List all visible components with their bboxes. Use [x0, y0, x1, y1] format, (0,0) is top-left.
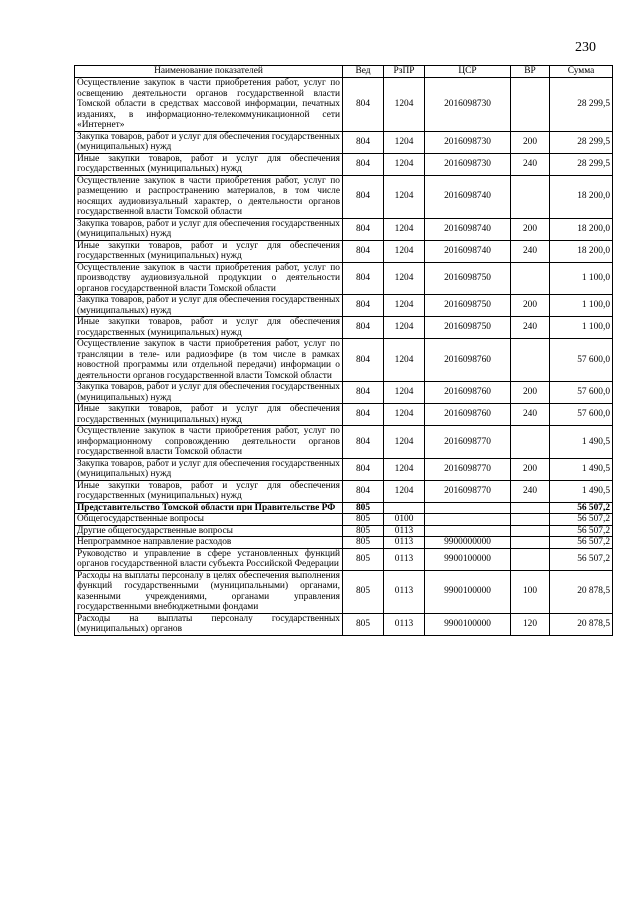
header-vr: ВР	[511, 66, 550, 78]
cell-name: Другие общегосударственные вопросы	[75, 525, 343, 537]
cell-csr: 2016098750	[425, 262, 511, 295]
cell-vr: 200	[511, 382, 550, 404]
cell-sum: 56 507,2	[550, 537, 613, 549]
table-row	[75, 404, 613, 426]
cell-csr: 2016098750	[425, 295, 511, 317]
cell-csr: 2016098730	[425, 78, 511, 132]
cell-vr: 200	[511, 218, 550, 240]
cell-sum: 28 299,5	[550, 78, 613, 132]
cell-name: Осуществление закупок в части приобретения работ, услуг по информационному сопровождению деятельности органов государственной власти Томской области	[75, 426, 343, 459]
cell-vr	[511, 548, 550, 570]
cell-csr: 2016098740	[425, 175, 511, 218]
cell-name: Иные закупки товаров, работ и услуг для обеспечения государственных (муниципальных) нужд	[75, 240, 343, 262]
cell-vr	[511, 78, 550, 132]
table-row	[75, 240, 613, 262]
cell-rzpr: 1204	[384, 131, 425, 153]
cell-name: Иные закупки товаров, работ и услуг для обеспечения государственных (муниципальных) нужд	[75, 480, 343, 502]
cell-rzpr: 0113	[384, 613, 425, 635]
cell-vr: 200	[511, 131, 550, 153]
cell-name: Осуществление закупок в части приобретения работ, услуг по размещению и распространению материалов, в том числе носящих аудиовизуальный характер, о деятельности органов государственной власти Томской области	[75, 175, 343, 218]
header-sum: Сумма	[550, 66, 613, 78]
cell-sum: 56 507,2	[550, 548, 613, 570]
cell-sum: 56 507,2	[550, 514, 613, 526]
cell-csr: 2016098770	[425, 426, 511, 459]
cell-ved: 804	[343, 218, 384, 240]
cell-name: Закупка товаров, работ и услуг для обеспечения государственных (муниципальных) нужд	[75, 218, 343, 240]
cell-csr: 2016098770	[425, 458, 511, 480]
table-row	[75, 317, 613, 339]
cell-vr: 240	[511, 404, 550, 426]
table-row	[75, 262, 613, 295]
cell-sum: 56 507,2	[550, 502, 613, 514]
cell-ved: 804	[343, 240, 384, 262]
table-row	[75, 502, 613, 514]
cell-sum: 1 100,0	[550, 295, 613, 317]
cell-vr	[511, 339, 550, 382]
cell-vr: 120	[511, 613, 550, 635]
cell-sum: 20 878,5	[550, 570, 613, 613]
cell-ved: 804	[343, 339, 384, 382]
table-row	[75, 537, 613, 549]
cell-sum: 57 600,0	[550, 382, 613, 404]
table-row	[75, 525, 613, 537]
cell-vr: 100	[511, 570, 550, 613]
cell-vr	[511, 502, 550, 514]
cell-vr	[511, 525, 550, 537]
cell-csr: 9900100000	[425, 548, 511, 570]
cell-sum: 1 490,5	[550, 426, 613, 459]
cell-vr: 240	[511, 317, 550, 339]
header-rzpr: РзПР	[384, 66, 425, 78]
cell-name: Руководство и управление в сфере установленных функций органов государственной власти субъекта Российской Федерации	[75, 548, 343, 570]
cell-vr: 240	[511, 240, 550, 262]
cell-rzpr: 1204	[384, 426, 425, 459]
cell-name: Иные закупки товаров, работ и услуг для обеспечения государственных (муниципальных) нужд	[75, 153, 343, 175]
cell-vr: 200	[511, 458, 550, 480]
table-row	[75, 480, 613, 502]
cell-rzpr: 0113	[384, 537, 425, 549]
cell-rzpr: 1204	[384, 404, 425, 426]
table-row	[75, 548, 613, 570]
cell-ved: 805	[343, 613, 384, 635]
cell-sum: 1 490,5	[550, 480, 613, 502]
cell-vr	[511, 426, 550, 459]
table-row	[75, 613, 613, 635]
cell-rzpr: 1204	[384, 480, 425, 502]
cell-ved: 804	[343, 458, 384, 480]
cell-rzpr: 0100	[384, 514, 425, 526]
cell-name: Осуществление закупок в части приобретения работ, услуг по производству аудиовизуальной продукции о деятельности органов государственной власти Томской области	[75, 262, 343, 295]
cell-sum: 57 600,0	[550, 404, 613, 426]
cell-rzpr: 0113	[384, 548, 425, 570]
cell-ved: 804	[343, 480, 384, 502]
cell-csr: 2016098730	[425, 131, 511, 153]
cell-sum: 28 299,5	[550, 153, 613, 175]
cell-vr: 240	[511, 480, 550, 502]
cell-name: Осуществление закупок в части приобретения работ, услуг по освещению деятельности органов государственной власти Томской области в средствах массовой информации, печатных изданиях, в информационно-телекоммуникационной сети «Интернет»	[75, 78, 343, 132]
cell-ved: 805	[343, 514, 384, 526]
cell-ved: 804	[343, 78, 384, 132]
table-row	[75, 570, 613, 613]
cell-rzpr: 1204	[384, 175, 425, 218]
cell-csr: 2016098740	[425, 240, 511, 262]
cell-sum: 28 299,5	[550, 131, 613, 153]
cell-rzpr: 1204	[384, 78, 425, 132]
budget-table	[74, 65, 613, 636]
cell-ved: 805	[343, 502, 384, 514]
cell-name: Непрограммное направление расходов	[75, 537, 343, 549]
table-row	[75, 426, 613, 459]
cell-rzpr: 1204	[384, 339, 425, 382]
cell-csr: 9900000000	[425, 537, 511, 549]
cell-csr: 9900100000	[425, 613, 511, 635]
cell-ved: 804	[343, 382, 384, 404]
cell-csr: 2016098740	[425, 218, 511, 240]
cell-sum: 18 200,0	[550, 218, 613, 240]
cell-ved: 804	[343, 153, 384, 175]
cell-rzpr	[384, 502, 425, 514]
cell-rzpr: 0113	[384, 525, 425, 537]
cell-csr	[425, 502, 511, 514]
cell-vr: 240	[511, 153, 550, 175]
table-row	[75, 458, 613, 480]
cell-ved: 804	[343, 175, 384, 218]
cell-name: Представительство Томской области при Правительстве РФ	[75, 502, 343, 514]
cell-vr	[511, 514, 550, 526]
cell-ved: 805	[343, 548, 384, 570]
header-ved: Вед	[343, 66, 384, 78]
cell-csr: 2016098730	[425, 153, 511, 175]
cell-vr	[511, 175, 550, 218]
header-name: Наименование показателей	[75, 66, 343, 78]
cell-rzpr: 1204	[384, 295, 425, 317]
cell-rzpr: 1204	[384, 458, 425, 480]
cell-name: Расходы на выплаты персоналу государственных (муниципальных) органов	[75, 613, 343, 635]
cell-vr	[511, 262, 550, 295]
table-row	[75, 175, 613, 218]
cell-ved: 804	[343, 426, 384, 459]
cell-name: Расходы на выплаты персоналу в целях обеспечения выполнения функций государственными (муниципальными) органами, казенными учреждениями, органами управления государственными внебюджетными фондами	[75, 570, 343, 613]
cell-csr: 2016098760	[425, 382, 511, 404]
cell-sum: 18 200,0	[550, 240, 613, 262]
cell-name: Закупка товаров, работ и услуг для обеспечения государственных (муниципальных) нужд	[75, 131, 343, 153]
cell-vr: 200	[511, 295, 550, 317]
cell-sum: 1 100,0	[550, 317, 613, 339]
cell-ved: 804	[343, 131, 384, 153]
cell-sum: 20 878,5	[550, 613, 613, 635]
cell-sum: 1 100,0	[550, 262, 613, 295]
cell-csr: 2016098750	[425, 317, 511, 339]
cell-name: Закупка товаров, работ и услуг для обеспечения государственных (муниципальных) нужд	[75, 382, 343, 404]
table-row	[75, 339, 613, 382]
cell-rzpr: 1204	[384, 153, 425, 175]
cell-rzpr: 1204	[384, 218, 425, 240]
page-number: 230	[575, 40, 596, 55]
table-row	[75, 153, 613, 175]
table-row	[75, 382, 613, 404]
cell-rzpr: 1204	[384, 262, 425, 295]
cell-ved: 804	[343, 404, 384, 426]
cell-csr	[425, 525, 511, 537]
cell-name: Закупка товаров, работ и услуг для обеспечения государственных (муниципальных) нужд	[75, 295, 343, 317]
cell-csr: 2016098770	[425, 480, 511, 502]
cell-sum: 18 200,0	[550, 175, 613, 218]
cell-rzpr: 1204	[384, 382, 425, 404]
cell-csr: 2016098760	[425, 404, 511, 426]
table-row	[75, 131, 613, 153]
cell-rzpr: 1204	[384, 317, 425, 339]
cell-ved: 804	[343, 317, 384, 339]
cell-name: Иные закупки товаров, работ и услуг для обеспечения государственных (муниципальных) нужд	[75, 317, 343, 339]
table-row	[75, 218, 613, 240]
cell-name: Иные закупки товаров, работ и услуг для обеспечения государственных (муниципальных) нужд	[75, 404, 343, 426]
cell-ved: 804	[343, 295, 384, 317]
cell-name: Закупка товаров, работ и услуг для обеспечения государственных (муниципальных) нужд	[75, 458, 343, 480]
cell-name: Общегосударственные вопросы	[75, 514, 343, 526]
cell-csr	[425, 514, 511, 526]
cell-ved: 805	[343, 570, 384, 613]
cell-ved: 805	[343, 537, 384, 549]
cell-name: Осуществление закупок в части приобретения работ, услуг по трансляции в теле- или радиоэфире (в том числе в рамках новостной программы или отдельной передачи) информации о деятельности органов государственной власти Томской области	[75, 339, 343, 382]
cell-rzpr: 1204	[384, 240, 425, 262]
table-row	[75, 514, 613, 526]
cell-vr	[511, 537, 550, 549]
cell-sum: 57 600,0	[550, 339, 613, 382]
table-row	[75, 295, 613, 317]
cell-sum: 56 507,2	[550, 525, 613, 537]
cell-csr: 9900100000	[425, 570, 511, 613]
header-csr: ЦСР	[425, 66, 511, 78]
cell-csr: 2016098760	[425, 339, 511, 382]
table-header-row	[75, 66, 613, 78]
cell-rzpr: 0113	[384, 570, 425, 613]
cell-sum: 1 490,5	[550, 458, 613, 480]
cell-ved: 805	[343, 525, 384, 537]
cell-ved: 804	[343, 262, 384, 295]
table-row	[75, 78, 613, 132]
